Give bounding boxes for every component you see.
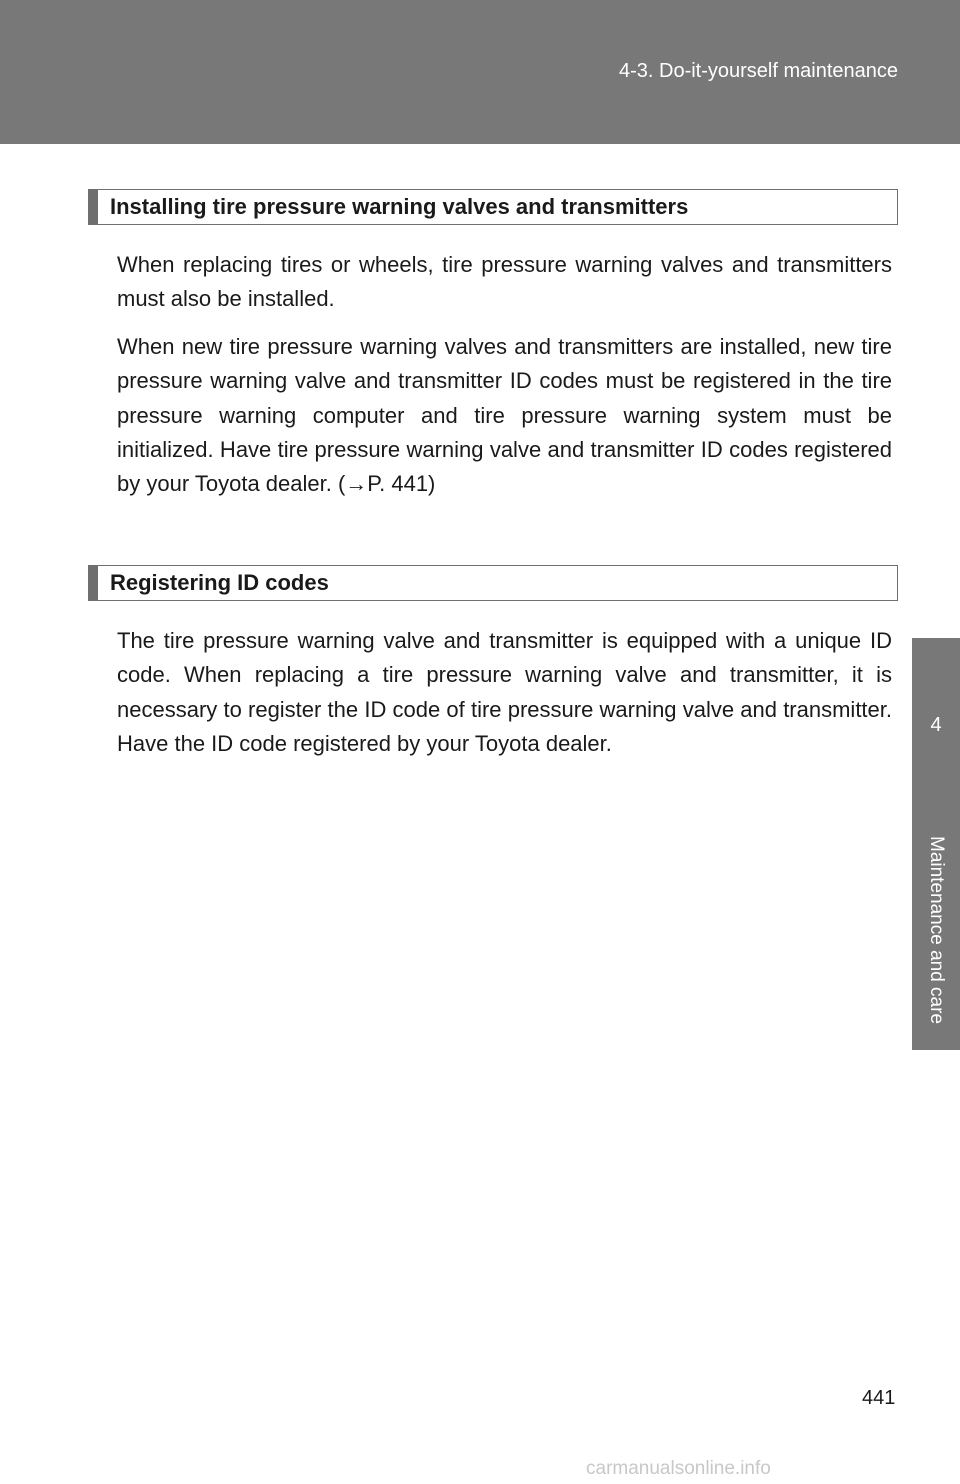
section-heading-registering xyxy=(88,565,898,601)
section-heading-installing xyxy=(88,189,898,225)
paragraph: When new tire pressure warning valves and transmitters are installed, new tire pressure warning valve and transmitter ID codes must be registered in the tire pressure warning computer and tire pressure warning system must be initialized. Have tire pressure warning valve and transmitter ID codes registered by your Toyota dealer. (→P. 441) xyxy=(117,334,892,497)
watermark: carmanualsonline.info xyxy=(586,1458,771,1479)
section-heading-text: Installing tire pressure warning valves and transmitters xyxy=(110,194,689,219)
chapter-label-tab[interactable] xyxy=(912,810,960,1050)
paragraph: When replacing tires or wheels, tire pressure warning valves and transmitters must also be installed. xyxy=(117,252,892,312)
section-heading-text: Registering ID codes xyxy=(110,570,329,595)
chapter-tab[interactable] xyxy=(912,638,960,810)
section-title: 4-3. Do-it-yourself maintenance xyxy=(618,60,898,82)
paragraph: The tire pressure warning valve and transmitter is equipped with a unique ID code. When replacing a tire pressure warning valve and transmitter, it is necessary to register the ID code of tire pressure warning valve and transmitter. Have the ID code registered by your Toyota dealer. xyxy=(117,628,892,756)
chapter-number: 4 xyxy=(930,714,942,736)
page-number: 441 xyxy=(862,1387,896,1409)
chapter-label: Maintenance and care xyxy=(926,835,947,1025)
